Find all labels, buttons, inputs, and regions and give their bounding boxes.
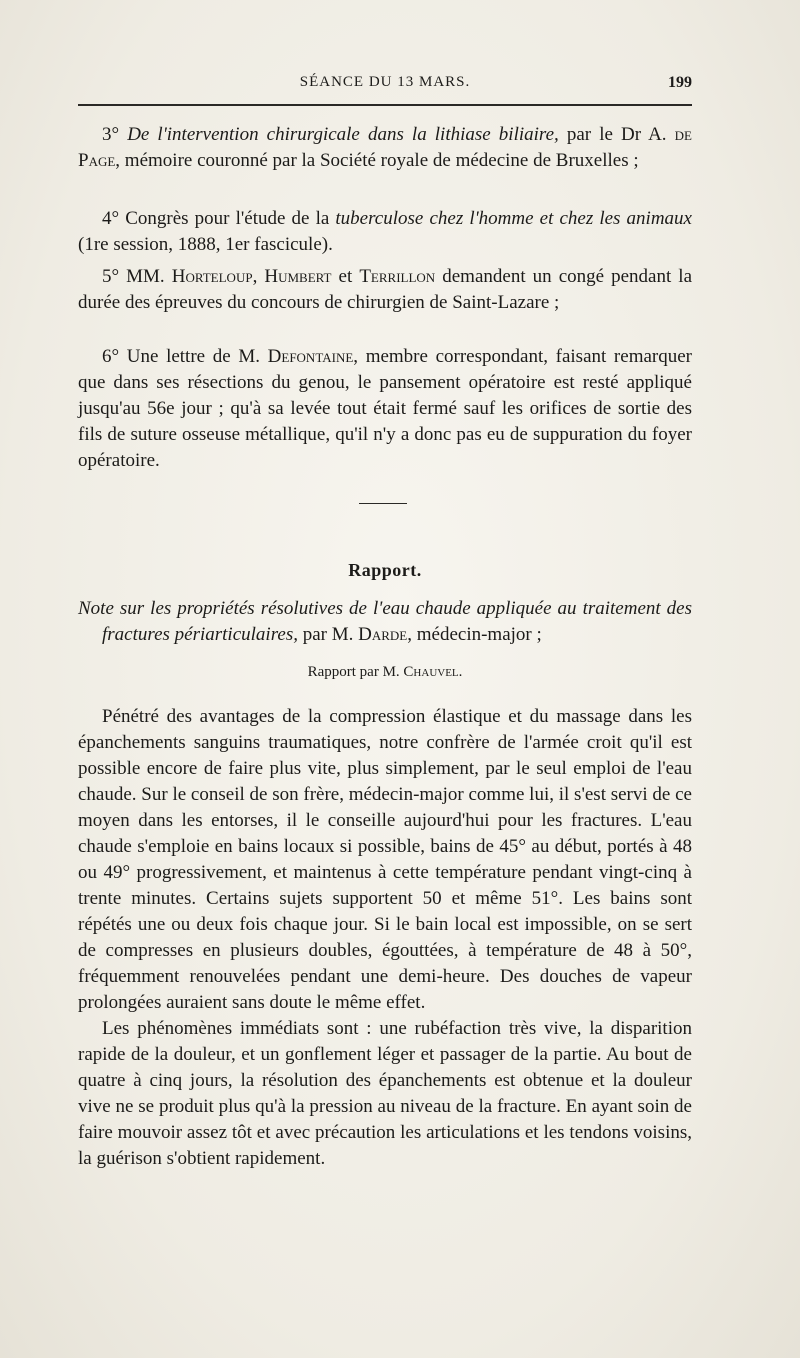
item-number: 3° [102,124,128,145]
list-item [78,344,692,474]
item-text: (1re session, 1888, 1er fascicule). [78,234,333,255]
item-text: demandent un congé pendant la durée des épreuves du concours de chirurgien de Saint-Lazare ; [78,266,693,313]
report-note [78,596,692,648]
item-text: 5° MM. [102,266,172,287]
paragraph: Pénétré des avantages de la compression élastique et du massage dans les épanchements sanguins traumatiques, notre confrère de l'armée croit qu'il est possible encore de faire plus vite, plus simplement, par le seul emploi de l'eau chaude. Sur le conseil de son frère, médecin-major comme lui, il s'est servi de ce moyen dans les entorses, il le conseille aujourd'hui pour les fractures. L'eau chaude s'emploie en bains locaux si possible, bains de 45° au début, portés à 48 ou 49° progressivement, et maintenus à cette température pendant vingt-cinq à trente minutes. Certains sujets supportent 50 et même 51°. Les bains sont répétés une ou deux fois chaque jour. Si le bain local est impossible, on se sert de compresses en plusieurs doubles, égouttées, à température de 48 à 50°, fréquemment renouvelées pendant une demi-heure. Des douches de vapeur prolongées auraient sans doute le même effet. [78,706,692,1013]
author-name: Humbert [264,266,332,287]
rapport-prefix: Rapport par M. [307,664,404,680]
report-body [78,704,692,1172]
author-name: Darde [358,624,408,645]
note-by: par M. [297,624,359,645]
separator: et [331,266,360,287]
list-item [78,122,692,174]
item-4 [78,206,692,258]
separator: , [252,266,265,287]
item-text: , mémoire couronné par la Société royale de médecine de Bruxelles ; [115,150,639,171]
author-name: Terrillon [359,266,436,287]
running-title: SÉANCE DU 13 MARS. [299,74,471,90]
item-title: tuberculose chez l'homme et chez les animaux [335,208,692,229]
rapport-byline [78,664,692,681]
item-5 [78,264,692,316]
author-name: Chauvel [403,664,459,680]
author-name: de Page [78,124,692,171]
list-item [78,206,692,258]
page-number: 199 [668,74,692,91]
note-title: Note sur les propriétés résolutives de l'eau chaude appliquée au traitement des fractures périarticulaires, [78,598,692,645]
section-separator [359,503,407,504]
running-header [78,74,692,96]
rapport-suffix: . [458,664,463,680]
item-3 [78,122,692,174]
item-text: , membre correspondant, faisant remarquer que dans ses résections du genou, le pansement opératoire est resté appliqué jusqu'au 56e jour ; qu'à sa levée tout était fermé sauf les orifices de sortie des fils de suture osseuse métallique, qu'il n'y a donc pas eu de suppuration du foyer opératoire. [78,346,692,471]
item-title: De l'intervention chirurgicale dans la lithiase biliaire, [127,124,559,145]
item-by: par le Dr A. [558,124,675,145]
header-rule [78,104,692,106]
section-title: Rapport. [348,560,422,580]
note-text: , médecin-major ; [407,624,542,645]
list-item [78,264,692,316]
author-name: Horteloup [171,266,253,287]
item-6 [78,344,692,474]
note-line [78,596,692,648]
item-text: 4° Congrès pour l'étude de la [102,208,336,229]
item-text: 6° Une lettre de M. [102,346,268,367]
author-name: Defontaine [267,346,354,367]
paragraph: Les phénomènes immédiats sont : une rubéfaction très vive, la disparition rapide de la douleur, et un gonflement léger et passager de la partie. Au bout de quatre à cinq jours, la résolution des épanchements est obtenue et la douleur vive ne se produit plus qu'à la pression au niveau de la fracture. En ayant soin de faire mouvoir assez tôt et avec précaution les articulations et les tendons voisins, la guérison s'obtient rapidement. [78,1018,692,1169]
